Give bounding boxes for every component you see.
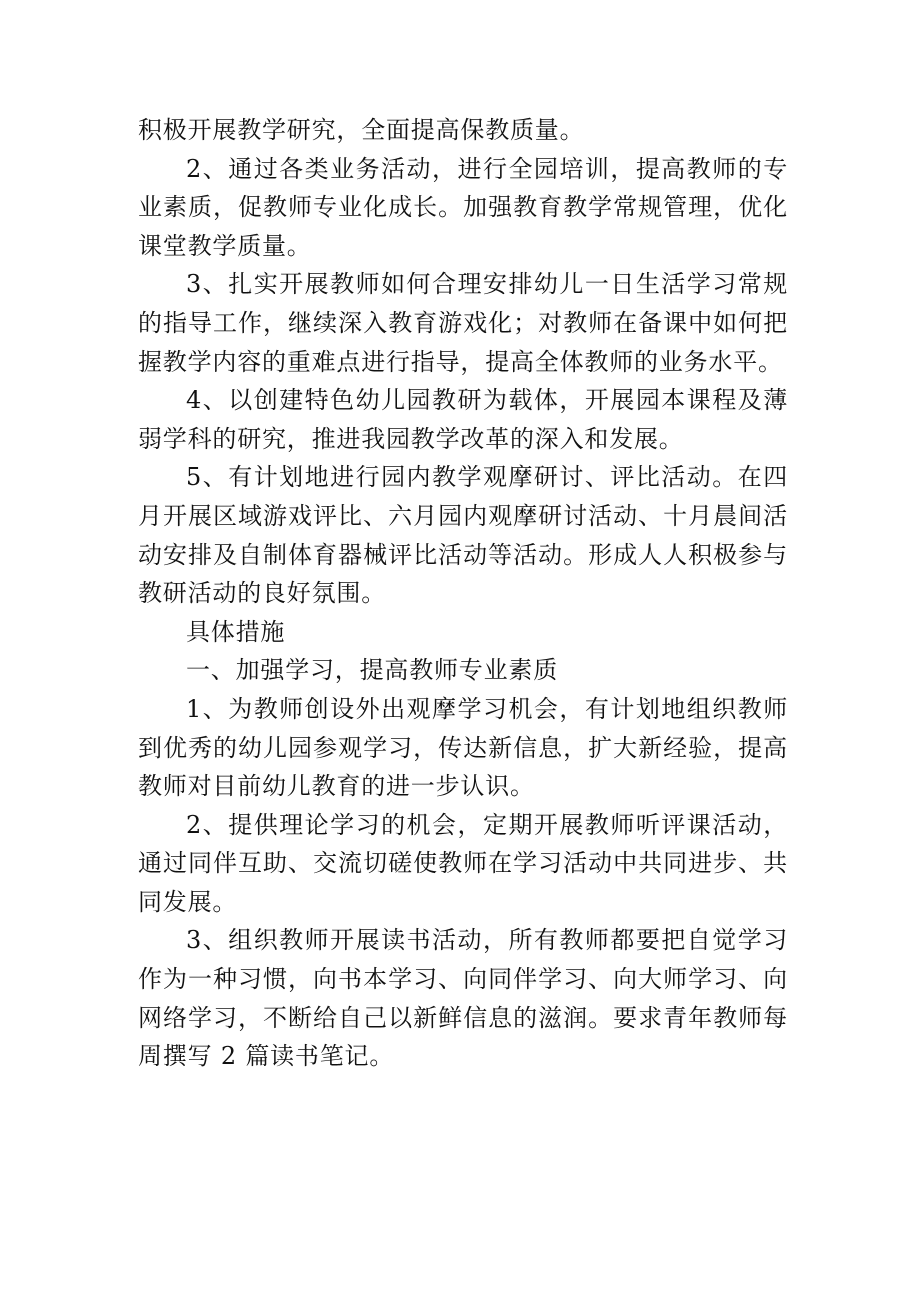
paragraph-continued: 积极开展教学研究，全面提高保教质量。	[138, 116, 585, 144]
paragraph-item-5: 5、有计划地进行园内教学观摩研讨、评比活动。在四月开展区域游戏评比、六月园内观摩研讨活动、十月晨间活动安排及自制体育器械评比活动等活动。形成人人积极参与教研活动的良好氛围。	[138, 463, 788, 608]
paragraph-study-2: 2、提供理论学习的机会，定期开展教师听评课活动，通过同伴互助、交流切磋使教师在学习活动中共同进步、共同发展。	[138, 810, 788, 916]
paragraph-item-3: 3、扎实开展教师如何合理安排幼儿一日生活学习常规的指导工作，继续深入教育游戏化；对教师在备课中如何把握教学内容的重难点进行指导，提高全体教师的业务水平。	[138, 270, 788, 376]
paragraph-item-4: 4、以创建特色幼儿园教研为载体，开展园本课程及薄弱学科的研究，推进我园教学改革的深入和发展。	[138, 386, 788, 453]
paragraph-study-1: 1、为教师创设外出观摩学习机会，有计划地组织教师到优秀的幼儿园参观学习，传达新信息，扩大新经验，提高教师对目前幼儿教育的进一步认识。	[138, 694, 788, 801]
section-heading-measures: 具体措施	[186, 617, 286, 646]
subsection-heading-study: 一、加强学习，提高教师专业素质	[186, 656, 558, 685]
paragraph-item-2: 2、通过各类业务活动，进行全园培训，提高教师的专业素质，促教师专业化成长。加强教育教学常规管理，优化课堂教学质量。	[138, 154, 788, 260]
document-body	[138, 111, 788, 1076]
paragraph-study-3: 3、组织教师开展读书活动，所有教师都要把自觉学习作为一种习惯，向书本学习、向同伴学习、向大师学习、向网络学习，不断给自己以新鲜信息的滋润。要求青年教师每周撰写 2 篇读书笔记。	[138, 926, 788, 1071]
